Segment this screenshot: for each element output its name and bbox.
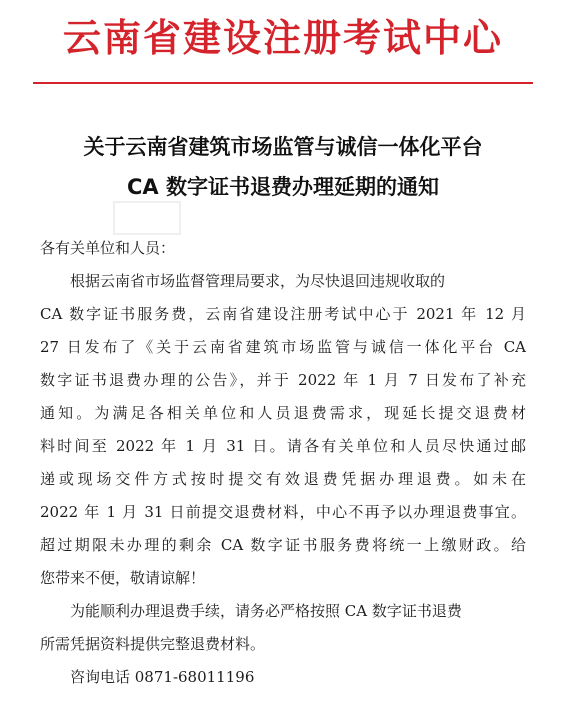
letterhead-divider — [33, 82, 533, 84]
paragraph-1-line: 27 日发布了《关于云南省建筑市场监管与诚信一体化平台 CA — [40, 338, 526, 356]
paragraph-1-line: CA 数字证书服务费，云南省建设注册考试中心于 2021 年 12 月 — [40, 305, 526, 323]
paragraph-1-line: 料时间至 2022 年 1 月 31 日。请各有关单位和人员尽快通过邮 — [40, 437, 526, 455]
paragraph-1-line: 根据云南省市场监督管理局要求，为尽快退回违规收取的 — [70, 272, 446, 290]
paragraph-1-line: 数字证书退费办理的公告》，并于 2022 年 1 月 7 日发布了补充 — [40, 371, 526, 389]
paragraph-1-line: 您带来不便，敬请谅解！ — [40, 569, 206, 587]
paragraph-1-line: 2022 年 1 月 31 日前提交退费材料，中心不再予以办理退费事宜。 — [40, 503, 526, 521]
paragraph-1-line: 递或现场交件方式按时提交有效退费凭据办理退费。如未在 — [40, 470, 526, 488]
notice-title-line-2: CA 数字证书退费办理延期的通知 — [127, 175, 439, 199]
paragraph-2-line: 所需凭据资料提供完整退费材料。 — [40, 635, 266, 653]
paragraph-1-line: 超过期限未办理的剩余 CA 数字证书服务费将统一上缴财政。给 — [40, 536, 526, 554]
paragraph-1-line: 通知。为满足各相关单位和人员退费需求，现延长提交退费材 — [40, 404, 526, 422]
faint-stamp-mark — [112, 200, 182, 236]
letterhead-title: 云南省建设注册考试中心 — [62, 16, 503, 60]
notice-title-line-1: 关于云南省建筑市场监管与诚信一体化平台 — [83, 135, 483, 159]
salutation: 各有关单位和人员： — [40, 239, 176, 257]
paragraph-2-line: 为能顺利办理退费手续，请务必严格按照 CA 数字证书退费 — [70, 602, 462, 620]
contact-phone: 咨询电话 0871-68011196 — [70, 668, 255, 686]
